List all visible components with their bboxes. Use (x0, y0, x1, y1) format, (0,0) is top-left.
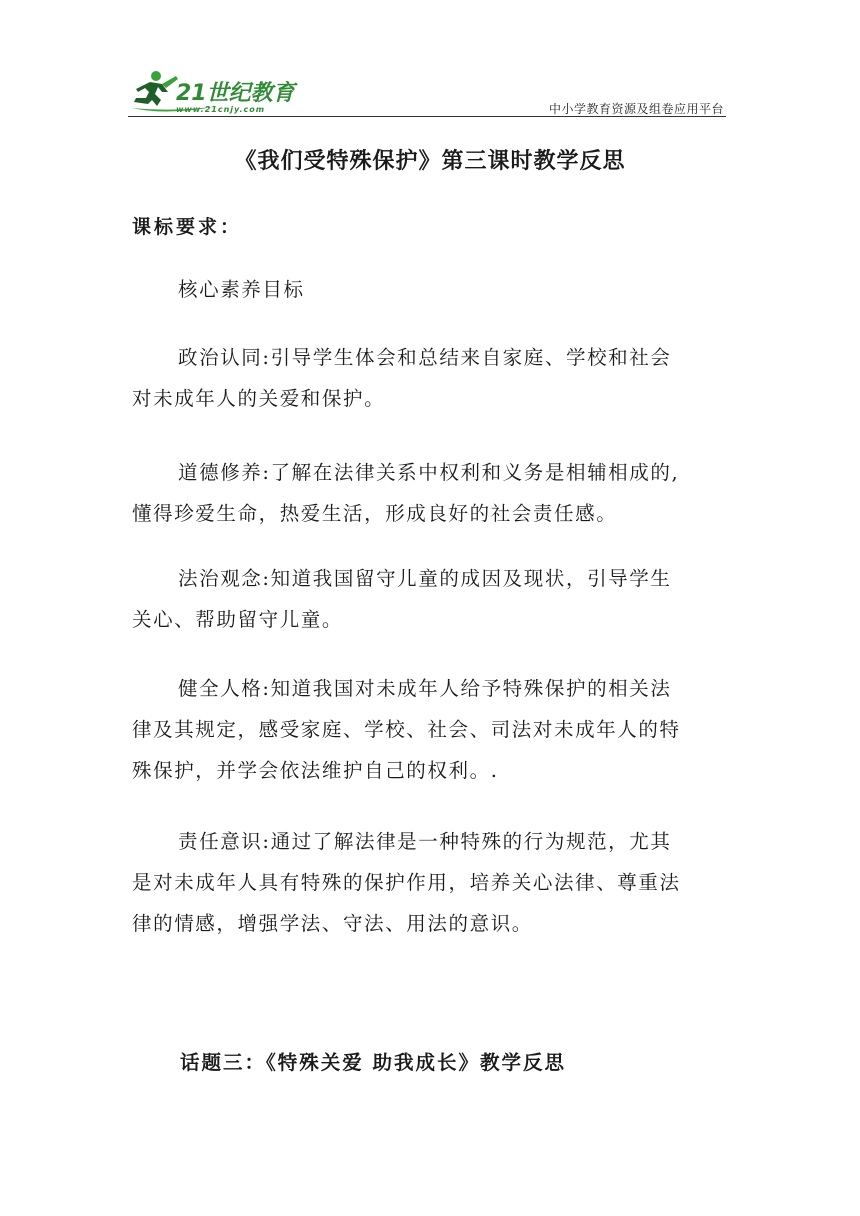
paragraph-line: 道德修养:了解在法律关系中权利和义务是相辅相成的, (178, 461, 680, 484)
paragraph-line: 懂得珍爱生命，热爱生活，形成良好的社会责任感。 (132, 502, 618, 525)
platform-label: 中小学教育资源及组卷应用平台 (548, 102, 724, 116)
svg-text:www.21cnjy.com: www.21cnjy.com (176, 105, 266, 114)
paragraph-political-identity (132, 337, 732, 419)
paragraph-line: 政治认同:引导学生体会和总结来自家庭、学校和社会 (178, 346, 672, 369)
svg-text:21世纪教育: 21世纪教育 (176, 81, 295, 106)
page-header (128, 62, 726, 116)
paragraph-line: 责任意识:通过了解法律是一种特殊的行为规范，尤其 (178, 830, 672, 853)
paragraph-moral-cultivation (132, 452, 732, 534)
core-goal-paragraph (132, 269, 732, 310)
paragraph-responsibility (132, 821, 732, 944)
logo (128, 62, 298, 116)
section-heading: 课标要求： (132, 216, 243, 238)
paragraph-rule-of-law (132, 558, 732, 640)
core-goal-line: 核心素养目标 (178, 278, 305, 301)
paragraph-line: 是对未成年人具有特殊的保护作用，培养关心法律、尊重法 (132, 871, 681, 894)
topic-heading: 话题三：《特殊关爱 助我成长》教学反思 (180, 1051, 567, 1074)
paragraph-line: 律及其规定，感受家庭、学校、社会、司法对未成年人的特 (132, 718, 681, 741)
header-divider (128, 116, 726, 117)
paragraph-line: 律的情感，增强学法、守法、用法的意识。 (132, 912, 533, 935)
document-title: 《我们受特殊保护》第三课时教学反思 (234, 148, 626, 174)
paragraph-line: 对未成年人的关爱和保护。 (132, 387, 386, 410)
paragraph-line: 殊保护，并学会依法维护自己的权利。. (132, 759, 499, 782)
runner-logo-icon (128, 62, 298, 116)
paragraph-healthy-personality (132, 668, 732, 791)
paragraph-line: 关心、帮助留守儿童。 (132, 608, 344, 631)
paragraph-line: 健全人格:知道我国对未成年人给予特殊保护的相关法 (178, 677, 672, 700)
paragraph-line: 法治观念:知道我国留守儿童的成因及现状，引导学生 (178, 567, 672, 590)
